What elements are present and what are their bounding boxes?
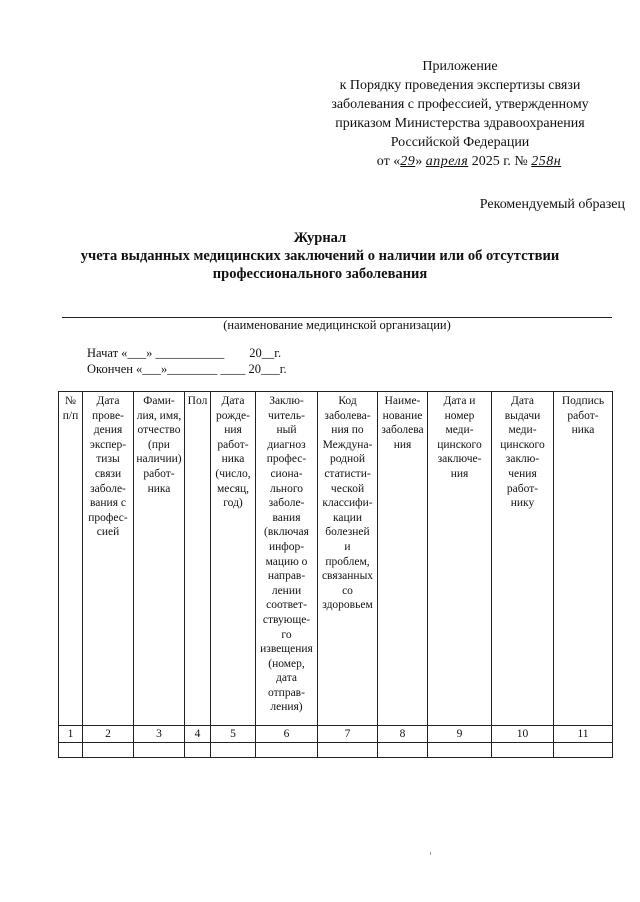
header-cell-expertise-date: Дата прове- дения экспер- тизы связи заболе- вания с профес- сией [83, 392, 134, 726]
blank-cell[interactable] [211, 742, 256, 757]
journal-ended-line: Окончен «___»________ ____ 20___г. [87, 362, 287, 376]
blank-cell[interactable] [83, 742, 134, 757]
title-line-3: профессионального заболевания [212, 266, 428, 282]
appendix-line: Российской Федерации [390, 135, 530, 150]
header-cell-sex: Пол [185, 392, 211, 726]
organization-name-label: (наименование медицинской организации) [223, 318, 451, 332]
column-number: 5 [211, 726, 256, 743]
table-row [59, 742, 613, 757]
column-number: 9 [428, 726, 492, 743]
handwritten-day: 29 [400, 154, 416, 169]
date-mid: » [415, 154, 426, 169]
header-cell-icd-code: Код заболева- ния по Междуна- родной статисти- ческой классифи- кации болезней и проблем, связанных со здоровьем [318, 392, 378, 726]
handwritten-order-number: 258н [531, 154, 562, 169]
journal-table [58, 391, 613, 758]
column-number: 1 [59, 726, 83, 743]
column-number: 6 [256, 726, 318, 743]
column-number: 10 [492, 726, 554, 743]
column-number: 8 [378, 726, 428, 743]
appendix-line: Приложение [422, 59, 498, 74]
column-number: 11 [554, 726, 613, 743]
column-number: 7 [318, 726, 378, 743]
blank-cell[interactable] [59, 742, 83, 757]
column-number: 2 [83, 726, 134, 743]
title-line-2: учета выданных медицинских заключений о наличии или об отсутствии [80, 248, 560, 264]
date-year: 2025 г. № [468, 154, 532, 169]
header-cell-issue-date: Дата выдачи меди- цинского заклю- чения работ- нику [492, 392, 554, 726]
table-header-row [59, 392, 613, 726]
order-date-line [300, 152, 620, 171]
blank-cell[interactable] [256, 742, 318, 757]
blank-cell[interactable] [134, 742, 185, 757]
scan-speck [430, 852, 431, 855]
blank-cell[interactable] [318, 742, 378, 757]
blank-cell[interactable] [185, 742, 211, 757]
header-cell-number: № п/п [59, 392, 83, 726]
handwritten-month: апреля [425, 154, 469, 169]
blank-cell[interactable] [492, 742, 554, 757]
appendix-line: к Порядку проведения экспертизы связи [339, 78, 581, 93]
date-prefix: от « [376, 154, 401, 169]
header-cell-full-name: Фами- лия, имя, отчество (при наличии) работ- ника [134, 392, 185, 726]
blank-cell[interactable] [428, 742, 492, 757]
header-cell-disease-name: Наиме- нование заболева ния [378, 392, 428, 726]
blank-cell[interactable] [554, 742, 613, 757]
appendix-block [300, 57, 620, 171]
column-number: 4 [185, 726, 211, 743]
column-number: 3 [134, 726, 185, 743]
title-line-1: Журнал [293, 230, 347, 246]
recommended-sample-label: Рекомендуемый образец [479, 197, 625, 212]
appendix-line: приказом Министерства здравоохранения [335, 116, 585, 131]
document-title [40, 229, 600, 283]
header-cell-conclusion-date-number: Дата и номер меди- цинского заключе- ния [428, 392, 492, 726]
blank-cell[interactable] [378, 742, 428, 757]
column-number-row [59, 726, 613, 743]
header-cell-final-diagnosis: Заклю- читель- ный диагноз профес- сиона- льного заболе- вания (включая инфор- мацию о направ- лении соответ- ствующе- го извещения (номер, дата отправ- ления) [256, 392, 318, 726]
header-cell-birth-date: Дата рожде- ния работ- ника (число, месяц, год) [211, 392, 256, 726]
header-cell-signature: Подпись работ- ника [554, 392, 613, 726]
appendix-line: заболевания с профессией, утвержденному [331, 97, 589, 112]
journal-started-line: Начат «___» ___________ 20__г. [87, 346, 282, 360]
